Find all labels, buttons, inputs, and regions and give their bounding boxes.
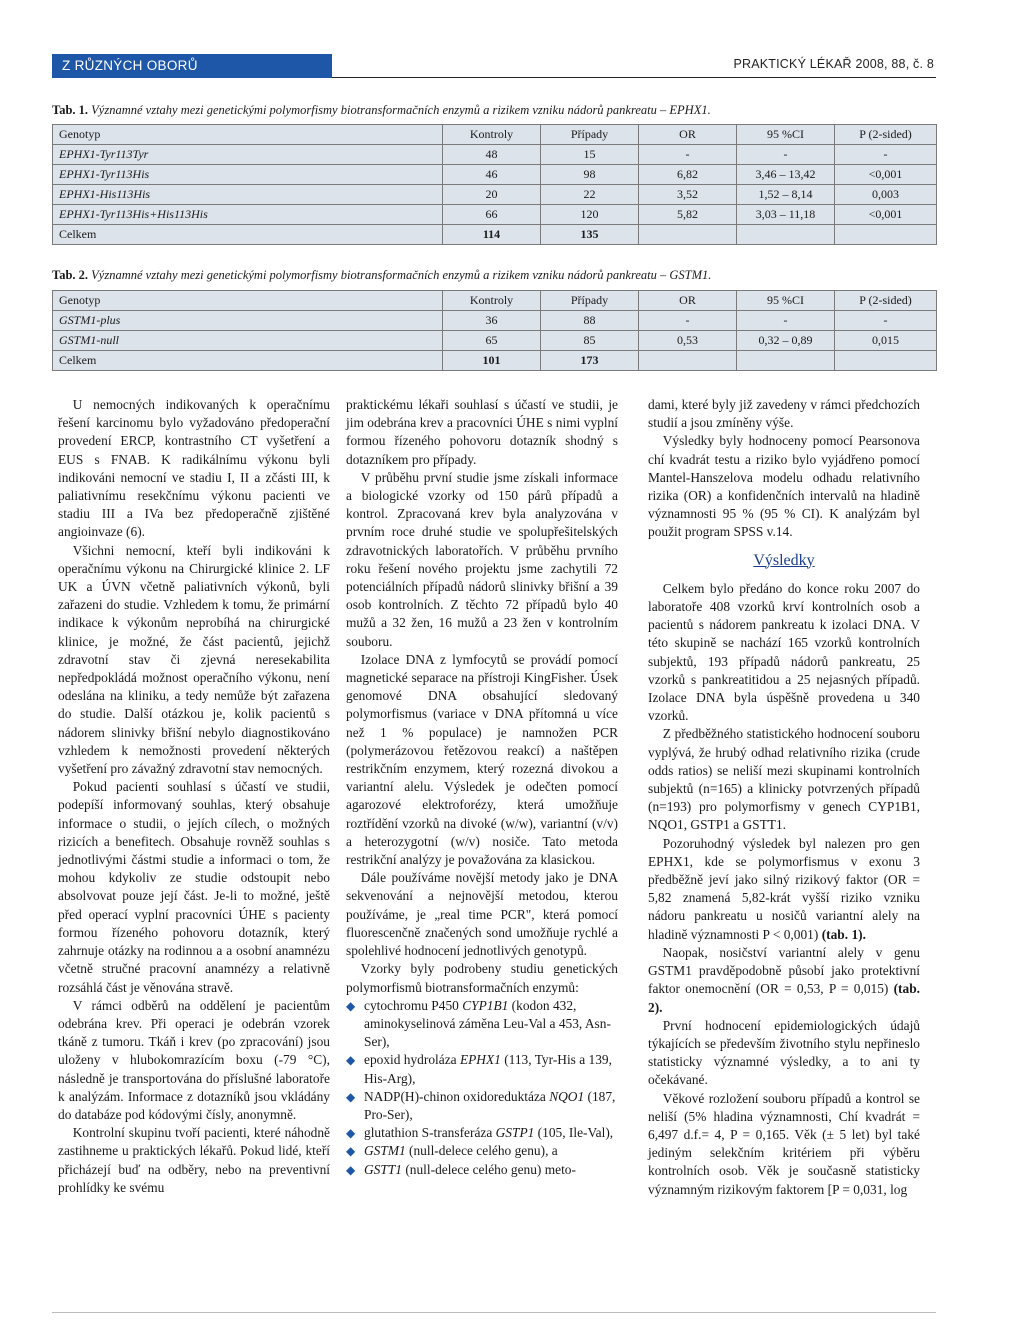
table-row <box>53 331 937 351</box>
text-column-2 <box>346 396 618 1179</box>
table1 <box>52 124 937 245</box>
list-item-text: (105, Ile-Val), <box>534 1125 614 1141</box>
table-cell <box>639 351 737 371</box>
column-header: Případy <box>541 291 639 311</box>
column-header: 95 %CI <box>737 291 835 311</box>
table-cell <box>737 351 835 371</box>
list-item <box>346 1051 618 1087</box>
column-header: Genotyp <box>53 125 443 145</box>
column-header: Genotyp <box>53 291 443 311</box>
list-item <box>346 1124 618 1142</box>
list-item <box>346 1142 618 1160</box>
table-cell: EPHX1-Tyr113His <box>53 165 443 185</box>
table-cell: 85 <box>541 331 639 351</box>
table-cell: 48 <box>443 145 541 165</box>
table-row <box>53 145 937 165</box>
table-cell: EPHX1-Tyr113His+His113His <box>53 205 443 225</box>
diamond-bullet-icon: ◆ <box>346 1053 356 1068</box>
table-cell: 46 <box>443 165 541 185</box>
table-cell: - <box>737 145 835 165</box>
table-cell <box>835 351 937 371</box>
column-header: 95 %CI <box>737 125 835 145</box>
table-cell: 120 <box>541 205 639 225</box>
table1-reference: (tab. 1). <box>821 926 866 942</box>
table-cell: 1,52 – 8,14 <box>737 185 835 205</box>
table-cell: 65 <box>443 331 541 351</box>
paragraph: Věkové rozložení souboru případů a kontrol se neliší (5% hladina významnosti, Chí kvadrát = 6,497 d.f.= 4, P = 0,165. Věk (± 5 let) byl také jediným selekčním kritériem při výběru kontrolních osob. Věk je současně statisticky významným rizikovým faktorem [P = 0,031, log <box>648 1090 920 1197</box>
list-item <box>346 1088 618 1124</box>
gene-name: GSTM1 <box>364 1143 406 1159</box>
paragraph: U nemocných indikovaných k operačnímu řešení karcinomu bylo vyžadováno předoperační provedení ERCP, kontrastního CT vyšetření a EUS s FNAB. K radikálnímu výkonu byli indikováni nemocní ve stadiu I, II a zčásti III, k paliativnímu resekčnímu výkonu pacienti ve stadiu III a IVa bez předoperačně zjištěné angioinvaze (6). <box>58 397 330 540</box>
list-item-text: (null-delece celého genu), a <box>405 1143 558 1159</box>
paragraph: dami, které byly již zavedeny v rámci předchozích studií a jsou zmíněny výše. <box>648 397 920 431</box>
paragraph: Vzorky byly podrobeny studiu genetických polymorfismů biotransformačních enzymů: <box>346 961 618 995</box>
table-cell: 135 <box>541 225 639 245</box>
gene-name: EPHX1 <box>459 1052 501 1068</box>
gene-name: CYP1B1 <box>462 997 509 1013</box>
paragraph: Pokud pacienti souhlasí s účastí ve studii, podepíší informovaný souhlas, který obsahuje informace o studii, o jejích cílech, o možných rizicích a benefitech. Obsahuje rovněž souhlas s jednotlivými částmi studie a informaci o tom, že mohou kdykoliv ze studie odstoupit nebo absolvovat pouze její část. Je-li to možné, ještě před operací vyplní pracovníci ÚHE s pacienty formou řízeného pohovoru dotazník, který zahrnuje otázky na rodinnou a a osobní anamnézu včetně stručné pracovní anamnézy a relativně rozsáhlá část je věnována stravě. <box>58 779 330 995</box>
table-row <box>53 165 937 185</box>
section-title: Z RŮZNÝCH OBORŮ <box>62 58 198 73</box>
table-cell: GSTM1-plus <box>53 311 443 331</box>
gene-name: GSTT1 <box>364 1161 402 1177</box>
table-cell <box>737 225 835 245</box>
list-item-text: (113, Tyr-His a 139, His-Arg), <box>364 1052 612 1086</box>
table-cell: 22 <box>541 185 639 205</box>
text-column-1 <box>58 396 330 1197</box>
column-header: P (2-sided) <box>835 291 937 311</box>
paragraph <box>648 944 920 1017</box>
table1-header-row <box>53 125 937 145</box>
list-item-text: epoxid hydroláza <box>364 1052 460 1068</box>
paragraph: Výsledky byly hodnoceny pomocí Pearsonova chí kvadrát testu a riziko bylo vyjádřeno pomocí Mantel-Hanszelova modelu odhadu relativního rizika (OR) a konfidenčních intervalů na hladině významnosti 95 % (95 % CI). K analýzám byl použit program SPSS v.14. <box>648 433 920 540</box>
table-cell: - <box>639 145 737 165</box>
table2-reference: (tab. 2). <box>648 981 920 1015</box>
list-item <box>346 997 618 1052</box>
table-cell: - <box>737 311 835 331</box>
section-header-band <box>52 54 332 78</box>
table-cell: <0,001 <box>835 165 937 185</box>
paragraph-text: Naopak, nosičství variantní alely v genu GSTM1 pravděpodobně působí jako protektivní faktor onemocnění (OR = 0,53, P = 0,015) <box>648 944 920 997</box>
section-heading-results: Výsledky <box>753 551 815 569</box>
table-cell: 0,015 <box>835 331 937 351</box>
table2-caption <box>52 268 711 283</box>
table-cell: 36 <box>443 311 541 331</box>
list-item-text: glutathion S-transferáza <box>364 1125 496 1141</box>
paragraph: Celkem bylo předáno do konce roku 2007 do laboratoře 408 vzorků krví kontrolních osob a pacientů s nádorem pankreatu k izolaci DNA. V této skupině se nachází 165 vzorků kontrolních subjektů, 193 případů nádorů pankreatu, 25 vzorků s pankreatitidou a 25 nejasných případů. Izolace DNA byla úspěšně provedena u 340 vzorků. <box>648 580 920 724</box>
table-cell: 3,52 <box>639 185 737 205</box>
column-header: Kontroly <box>443 125 541 145</box>
column-header: P (2-sided) <box>835 125 937 145</box>
table-row <box>53 185 937 205</box>
column-header: OR <box>639 291 737 311</box>
table-cell: 114 <box>443 225 541 245</box>
table-cell: EPHX1-His113His <box>53 185 443 205</box>
table-cell: 66 <box>443 205 541 225</box>
header-rule <box>332 77 936 78</box>
table1-caption-text: Významné vztahy mezi genetickými polymorfismy biotransformačních enzymů a rizikem vzniku nádorů pankreatu – EPHX1. <box>91 103 711 117</box>
table-cell <box>835 225 937 245</box>
table-cell: - <box>639 311 737 331</box>
footer-rule <box>52 1312 936 1313</box>
table-cell <box>639 225 737 245</box>
table-cell: 5,82 <box>639 205 737 225</box>
table2-label: Tab. 2. <box>52 268 89 282</box>
paragraph: Z předběžného statistického hodnocení souboru vyplývá, že hrubý odhad relativního rizika (crude odds ratios) se neliší mezi skupinami kontrolních subjektů (n=165) a klinicky potvrzených případů (n=193) pro polymorfismy v genech CYP1B1, NQO1, GSTP1 a GSTT1. <box>648 726 920 833</box>
table-cell: 0,53 <box>639 331 737 351</box>
table-cell: - <box>835 311 937 331</box>
table-row <box>53 225 937 245</box>
list-item-text: (187, Pro-Ser), <box>364 1088 616 1122</box>
table1-caption <box>52 103 711 118</box>
table-cell: 0,32 – 0,89 <box>737 331 835 351</box>
table1-label: Tab. 1. <box>52 103 89 117</box>
table-cell: 98 <box>541 165 639 185</box>
table-cell: <0,001 <box>835 205 937 225</box>
paragraph: praktickému lékaři souhlasí s účastí ve studii, je jim odebrána krev a pracovníci ÚHE s nimi vyplní formou řízeného pohovoru dotazník shodný s dotazníkem pro případy. <box>346 397 618 467</box>
table2-caption-text: Významné vztahy mezi genetickými polymorfismy biotransformačních enzymů a rizikem vzniku nádorů pankreatu – GSTM1. <box>91 268 712 282</box>
list-item-text: (null-delece celého genu) meto- <box>401 1161 576 1177</box>
enzyme-list <box>346 997 618 1179</box>
table-cell: 101 <box>443 351 541 371</box>
list-item-text: (kodon 432, aminokyselinová záměna Leu-Val a 453, Asn-Ser), <box>364 997 611 1050</box>
table-row <box>53 351 937 371</box>
diamond-bullet-icon: ◆ <box>346 998 356 1013</box>
paragraph <box>648 835 920 944</box>
paragraph: První hodnocení epidemiologických údajů týkajících se především životního stylu nepřineslo statisticky významné výsledky, a to ani ty očekávané. <box>648 1017 920 1088</box>
table2 <box>52 290 937 371</box>
table-cell: 6,82 <box>639 165 737 185</box>
paragraph: V rámci odběrů na oddělení je pacientům odebrána krev. Při operaci je odebrán vzorek tkáně z tumoru. Tkáň i krev (po zpracování) jsou uloženy v hlubokomrazícím boxu (-79 °C), následně je transportována do příslušné laboratoře k analýzám. Informace z dotazníků jsou vkládány do databáze pod kódovými čísly, anonymně. <box>58 997 330 1122</box>
table-cell: 3,46 – 13,42 <box>737 165 835 185</box>
paragraph: V průběhu první studie jsme získali informace a biologické vzorky od 150 párů případů a kontrol. Zpracovaná krev byla analyzována v prvním roce druhé studie ve spolupřešitelských zdravotnických laboratořích. V průběhu prvního roku řešení nového projektu jsme zachytili 72 potenciálních případů nádorů slinivky břišní a 39 osob kontrolních. Z těchto 72 případů bylo 40 mužů a 32 žen, 16 mužů a 23 žen v kontrolním souboru. <box>346 469 618 649</box>
table2-header-row <box>53 291 937 311</box>
table-cell: 0,003 <box>835 185 937 205</box>
column-header: Kontroly <box>443 291 541 311</box>
paragraph: Všichni nemocní, kteří byli indikováni k operačnímu výkonu na Chirurgické klinice 2. LF UK a ÚVN včetně paliativních výkonů, byli zařazeni do studie. Vzhledem k tomu, že primární indikace k výkonům neprobíhá na chirurgické klinice, je možné, že část pacientů, jejichž zdravotní stav či zjevná neresekabilita nepředpokládá možnost operačního výkonu, není odeslána na kliniku, a tedy nemůže být zařazena do studie. Další otázkou je, kolik pacientů s nádorem slinivky břišní nebylo diagnostikováno vzhledem k nemožnosti provedení některých vyšetření pro závažný zdravotní stav nemocných. <box>58 542 330 777</box>
diamond-bullet-icon: ◆ <box>346 1126 356 1141</box>
paragraph-text: Pozoruhodný výsledek byl nalezen pro gen EPHX1, kde se polymorfismus v exonu 3 předběžně jeví jako silný rizikový faktor (OR = 5,82 znamená 5,82-krát vyšší riziko vzniku nádoru pankreatu u nosičů variantní alely na hladině významnosti P < 0,001) <box>648 835 920 942</box>
table-cell: Celkem <box>53 225 443 245</box>
table-row <box>53 205 937 225</box>
table-cell: EPHX1-Tyr113Tyr <box>53 145 443 165</box>
list-item <box>346 1161 618 1179</box>
table-row <box>53 311 937 331</box>
list-item-text: NADP(H)-chinon oxidoreduktáza <box>364 1088 550 1104</box>
diamond-bullet-icon: ◆ <box>346 1089 356 1104</box>
table-cell: 15 <box>541 145 639 165</box>
table-cell: 173 <box>541 351 639 371</box>
gene-name: NQO1 <box>549 1088 585 1104</box>
paragraph: Izolace DNA z lymfocytů se provádí pomocí magnetické separace na přístroji KingFisher. Úsek genomové DNA obsahující sledovaný polymorfismus (variace v DNA přítomná u více než 1 % populace) je namnožen PCR (polymerázovou řetězovou reakcí) a naštěpen restrikčním enzymem, který rozezná divokou a variantní alelu. Výsledek je odečten pomocí agarozové elektroforézy, která umožňuje roztřídění vzorků na divoké (w/w), variantní (v/v) a heterozygotní (w/v) nosiče. Tato metoda restrikční analýzy je považována za klasickou. <box>346 651 618 868</box>
table-cell: Celkem <box>53 351 443 371</box>
table-cell: 20 <box>443 185 541 205</box>
list-item-text: cytochromu P450 <box>364 997 463 1013</box>
table-cell: 3,03 – 11,18 <box>737 205 835 225</box>
paragraph: Dále používáme novější metody jako je DNA sekvenování a nejnovější metodou, kterou používáme, je „real time PCR", která pomocí fluorescenčně značených sond umožňuje rychlé a spolehlivé hodnocení jednotlivých genotypů. <box>346 870 618 959</box>
table-cell: - <box>835 145 937 165</box>
column-header: Případy <box>541 125 639 145</box>
journal-reference: PRAKTICKÝ LÉKAŘ 2008, 88, č. 8 <box>733 57 934 71</box>
column-header: OR <box>639 125 737 145</box>
paragraph: Kontrolní skupinu tvoří pacienti, které náhodně zastihneme u praktických lékařů. Pokud lidé, kteří přicházejí buď na odběry, nebo na preventivní prohlídky ke svému <box>58 1125 330 1195</box>
diamond-bullet-icon: ◆ <box>346 1162 356 1177</box>
gene-name: GSTP1 <box>495 1125 535 1141</box>
text-column-3 <box>648 396 920 1199</box>
diamond-bullet-icon: ◆ <box>346 1144 356 1159</box>
table-cell: 88 <box>541 311 639 331</box>
table-cell: GSTM1-null <box>53 331 443 351</box>
